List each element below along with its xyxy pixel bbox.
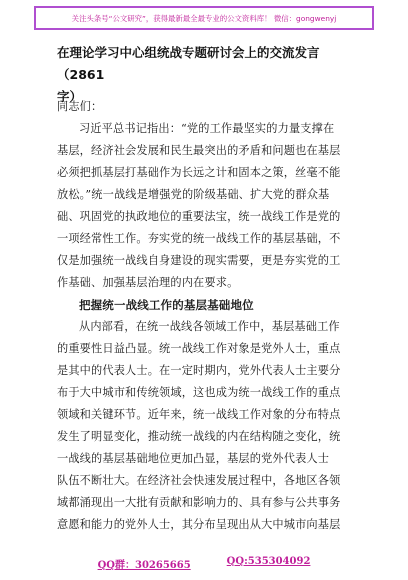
paragraph-line: 是其中的代表人士。在一定时期内，党外代表人士主要分 bbox=[57, 364, 341, 377]
promo-banner: 关注头条号“公文研究”，获得最新最全最专业的公文资料库！ 微信：gongwenyj bbox=[34, 6, 374, 30]
title-line: 字） bbox=[57, 89, 83, 104]
paragraph-line: 发生了明显变化，推动统一战线的内在结构随之变化，统 bbox=[57, 430, 341, 443]
paragraph-line: 从内部看，在统一战线各领域工作中，基层基础工作 bbox=[79, 320, 340, 333]
paragraph-line: 域都涌现出一大批有贡献和影响力的、具有参与公共事务 bbox=[57, 496, 341, 509]
paragraph-line: 一战线的基层基础地位更加凸显，基层的党外代表人士 bbox=[57, 452, 330, 465]
paragraph-line: 仅是加强统一战线自身建设的现实需要，更是夯实党的工 bbox=[57, 254, 341, 267]
paragraph-line: 布于大中城市和传统领域，这也成为统一战线工作的重点 bbox=[57, 386, 341, 399]
paragraph-line: 意愿和能力的党外人士，其分布呈现出从大中城市向基层 bbox=[57, 518, 341, 531]
qq-link[interactable]: QQ:535304092 bbox=[226, 556, 311, 567]
paragraph-line: 作基础、加强基层治理的内在要求。 bbox=[57, 276, 239, 289]
document-body bbox=[57, 96, 357, 536]
title-line: 在理论学习中心组统战专题研讨会上的交流发言（2861 bbox=[57, 45, 320, 82]
greeting: 同志们： bbox=[57, 100, 103, 113]
section-heading: 把握统一战线工作的基层基础地位 bbox=[79, 298, 254, 312]
paragraph-line: 的重要性日益凸显。统一战线工作对象是党外人士，重点 bbox=[57, 342, 341, 355]
paragraph-line: 放松。”统一战线是增强党的阶级基础、扩大党的群众基 bbox=[57, 188, 330, 201]
paragraph-line: 必须把抓基层打基础作为长远之计和固本之策，丝毫不能 bbox=[57, 166, 341, 179]
paragraph-line: 基层，经济社会发展和民生最突出的矛盾和问题也在基层 bbox=[57, 144, 341, 157]
qq-group-link[interactable]: QQ群：30265665 bbox=[97, 560, 191, 571]
paragraph-line: 础、巩固党的执政地位的重要法宝，统一战线工作是党的 bbox=[57, 210, 341, 223]
paragraph-line: 习近平总书记指出：“党的工作最坚实的力量支撑在 bbox=[79, 122, 335, 135]
paragraph-line: 队伍不断壮大。在经济社会快速发展过程中，各地区各领 bbox=[57, 474, 341, 487]
paragraph-line: 领域和关键环节。近年来，统一战线工作对象的分布特点 bbox=[57, 408, 341, 421]
contact-footer bbox=[0, 556, 408, 574]
paragraph-line: 一项经常性工作。夯实党的统一战线工作的基层基础，不 bbox=[57, 232, 341, 245]
